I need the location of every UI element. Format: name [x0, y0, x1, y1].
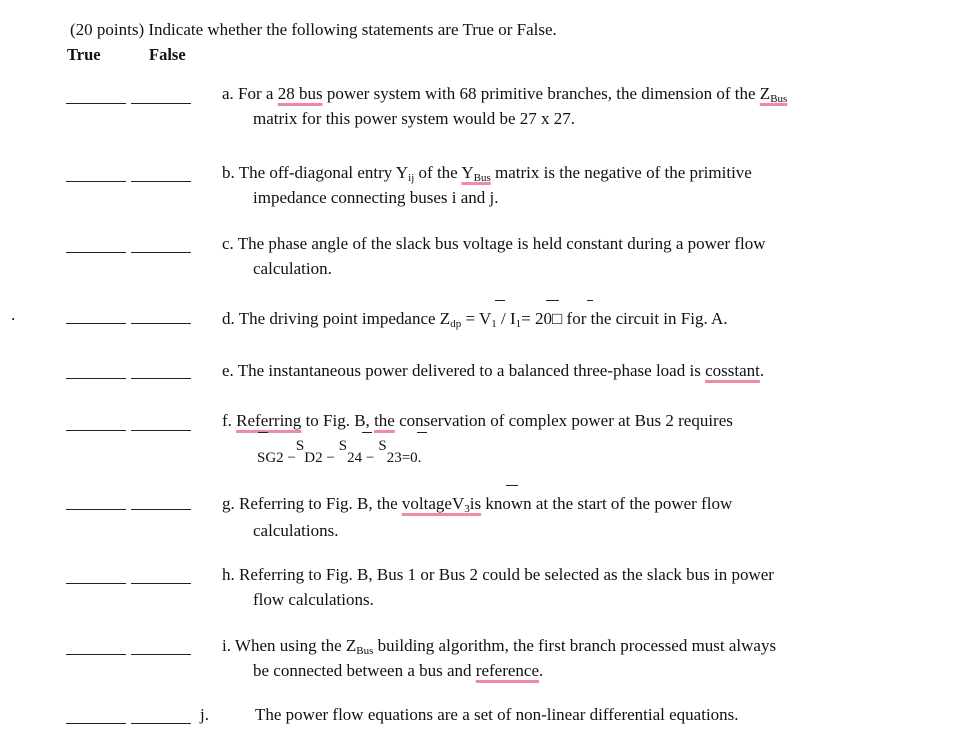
i1-subscript: 1	[515, 318, 522, 330]
statement-b-middle: of the	[414, 163, 462, 182]
statement-e	[222, 361, 764, 381]
eq-s3: S	[378, 438, 387, 454]
zdp-subscript: dp	[450, 318, 462, 330]
statement-c-line2: calculation.	[253, 259, 332, 278]
statement-b-prefix: b. The off-diagonal entry Y	[222, 163, 409, 182]
statement-a-line1	[222, 84, 787, 104]
statement-i-line1	[222, 636, 776, 656]
yij-subscript: ij	[408, 172, 415, 184]
true-blank-i[interactable]	[66, 654, 126, 655]
statement-f-flagged-word: Referring	[236, 411, 302, 430]
eq-s1: S	[295, 438, 305, 454]
statement-d-prefix: d. The driving point impedance Z	[222, 309, 451, 328]
statement-g-line2: calculations.	[253, 521, 339, 540]
question-title: (20 points) Indicate whether the following statements are True or False.	[70, 20, 557, 39]
statement-g-flagged-word: voltageV$_3$is	[401, 494, 482, 515]
false-blank-e[interactable]	[131, 378, 191, 379]
statement-j-text: The power flow equations are a set of non-linear differential equations.	[255, 705, 739, 724]
statement-c-line1: c. The phase angle of the slack bus voltage is held constant during a power flow	[222, 234, 766, 253]
ybus-symbol: $Y_{Bus}$	[461, 163, 491, 184]
missing-glyph-box: □	[552, 309, 563, 328]
eq-23: 23=0.	[386, 450, 422, 466]
false-blank-b[interactable]	[131, 181, 191, 182]
statement-b-suffix: matrix is the negative of the primitive	[490, 163, 752, 182]
statement-e-suffix: .	[759, 361, 765, 380]
statement-f-flagged-word2: the	[374, 411, 395, 430]
statement-i-suffix: building algorithm, the first branch processed must always	[373, 636, 777, 655]
overbar-z	[495, 300, 505, 301]
true-blank-j[interactable]	[66, 723, 126, 724]
zbus-symbol: $Z_{Bus}$	[759, 84, 788, 105]
false-blank-a[interactable]	[131, 103, 191, 104]
false-column-header: False	[149, 45, 186, 64]
statement-h-line2: flow calculations.	[253, 590, 374, 609]
eq-s2: S	[338, 438, 348, 454]
complex-power-equation	[257, 437, 422, 466]
statement-h-line1: h. Referring to Fig. B, Bus 1 or Bus 2 could be selected as the slack bus in power	[222, 565, 774, 584]
true-blank-h[interactable]	[66, 583, 126, 584]
statement-f-suffix: conservation of complex power at Bus 2 requires	[394, 411, 733, 430]
statement-b-line1	[222, 163, 752, 183]
statement-f-prefix: f.	[222, 411, 237, 430]
statement-i-flagged-word: reference	[475, 661, 540, 680]
overbar-s-right	[417, 432, 427, 433]
statement-d-value: = 20	[521, 309, 552, 328]
stray-mark: .	[11, 305, 16, 324]
false-blank-g[interactable]	[131, 509, 191, 510]
overbar-v3	[506, 485, 518, 486]
true-blank-a[interactable]	[66, 103, 126, 104]
statement-e-flagged-word: cosstant	[705, 361, 760, 380]
true-blank-e[interactable]	[66, 378, 126, 379]
eq-sg2: SG2 −	[257, 450, 296, 466]
overbar-s-left	[362, 432, 372, 433]
true-column-header: True	[67, 45, 101, 64]
false-blank-h[interactable]	[131, 583, 191, 584]
true-blank-b[interactable]	[66, 181, 126, 182]
statement-a-flagged-word: 28 bus	[277, 84, 323, 103]
statement-a-middle: power system with 68 primitive branches, the dimension of the	[322, 84, 760, 103]
statement-g-line1	[222, 494, 732, 514]
overbar-sg2	[258, 432, 268, 433]
true-blank-c[interactable]	[66, 252, 126, 253]
statement-d-slash: / I	[496, 309, 516, 328]
true-blank-f[interactable]	[66, 430, 126, 431]
statement-j-label: j.	[200, 705, 209, 724]
false-blank-d[interactable]	[131, 323, 191, 324]
false-blank-c[interactable]	[131, 252, 191, 253]
zbus-subscript: Bus	[356, 645, 374, 657]
statement-a-prefix: a. For a	[222, 84, 278, 103]
statement-b-line2: impedance connecting buses i and j.	[253, 188, 499, 207]
statement-i-prefix: i. When using the Z	[222, 636, 357, 655]
overbar-v	[546, 300, 559, 301]
statement-i-line2	[253, 661, 543, 681]
true-blank-g[interactable]	[66, 509, 126, 510]
true-blank-d[interactable]	[66, 323, 126, 324]
statement-f-line1	[222, 411, 733, 431]
false-blank-f[interactable]	[131, 430, 191, 431]
overbar-i	[587, 300, 593, 301]
statement-d-eq: = V	[461, 309, 492, 328]
statement-e-prefix: e. The instantaneous power delivered to a balanced three-phase load is	[222, 361, 706, 380]
eq-d2: D2 −	[304, 450, 335, 466]
statement-d	[222, 309, 728, 329]
statement-f-mid: to Fig. B,	[301, 411, 375, 430]
statement-i-line2-suffix: .	[539, 661, 544, 680]
false-blank-i[interactable]	[131, 654, 191, 655]
false-blank-j[interactable]	[131, 723, 191, 724]
statement-g-suffix: known at the start of the power flow	[481, 494, 733, 513]
statement-i-line2-prefix: be connected between a bus and	[253, 661, 476, 680]
eq-24: 24 −	[347, 450, 375, 466]
statement-a-line2: matrix for this power system would be 27 x 27.	[253, 109, 576, 128]
v1-subscript: 1	[491, 318, 497, 330]
statement-g-prefix: g. Referring to Fig. B, the	[222, 494, 402, 513]
statement-d-suffix: for the circuit in Fig. A.	[562, 309, 728, 328]
